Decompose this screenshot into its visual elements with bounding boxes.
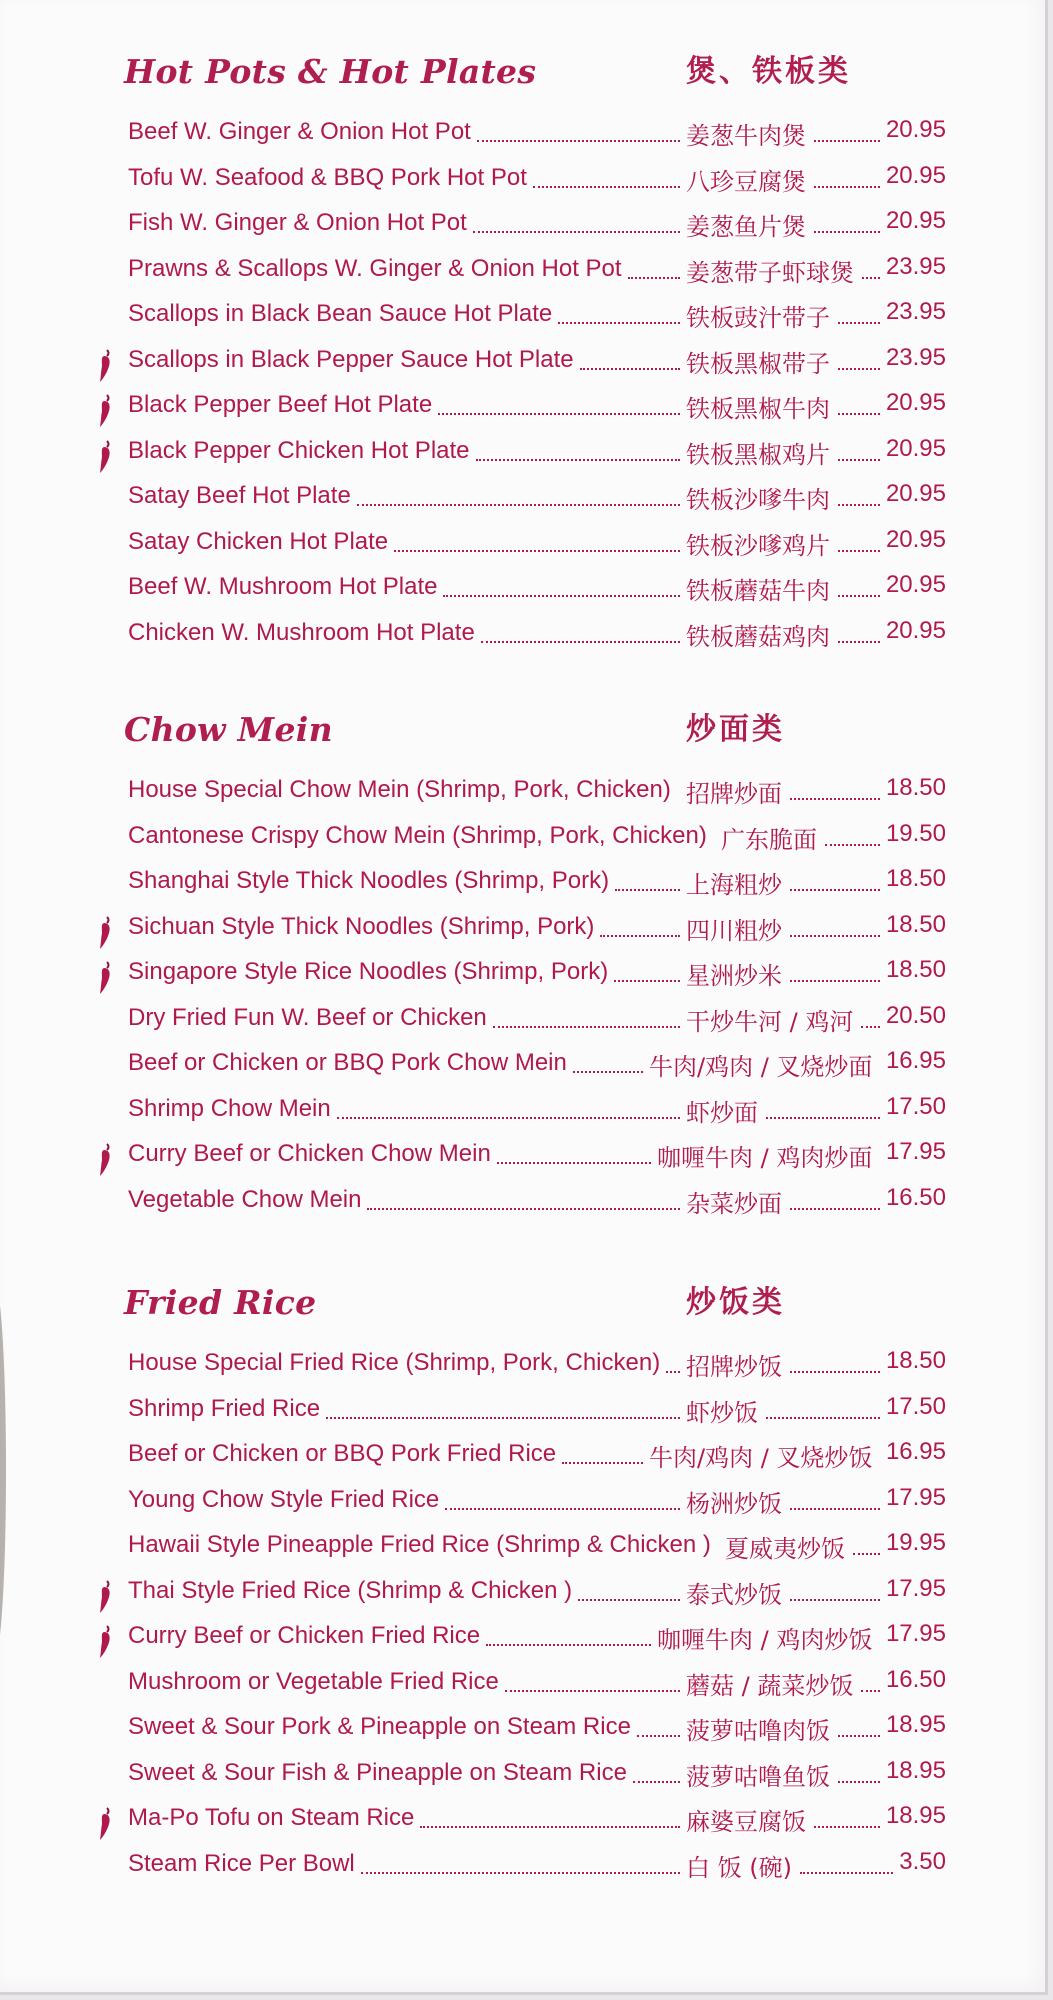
item-name-en: Shanghai Style Thick Noodles (Shrimp, Pork) bbox=[128, 867, 610, 894]
chili-pepper-icon bbox=[98, 1807, 114, 1841]
dot-leader bbox=[838, 413, 880, 415]
menu-item bbox=[0, 772, 1053, 817]
item-price: 20.95 bbox=[885, 434, 946, 462]
menu-item bbox=[0, 524, 1053, 569]
dot-leader bbox=[861, 1690, 880, 1692]
item-name-en: Satay Beef Hot Plate bbox=[128, 482, 351, 509]
item-name-en: Shrimp Chow Mein bbox=[128, 1094, 331, 1122]
chili-pepper-icon bbox=[98, 394, 114, 428]
item-name-en: Satay Chicken Hot Plate bbox=[128, 527, 389, 555]
section-title-en: Chow Mein bbox=[124, 710, 333, 749]
dot-leader bbox=[814, 1826, 880, 1828]
dot-leader bbox=[562, 1462, 643, 1464]
menu-item bbox=[0, 114, 1053, 159]
dot-leader bbox=[443, 595, 680, 597]
item-price: 20.95 bbox=[885, 525, 946, 553]
item-name-en: Hawaii Style Pineapple Fried Rice (Shrimp & Chicken ) bbox=[128, 1531, 711, 1558]
item-name-zh: 菠萝咕噜鱼饭 bbox=[686, 1762, 830, 1791]
item-name-zh: 虾炒面 bbox=[686, 1098, 758, 1127]
item-price: 20.95 bbox=[885, 161, 946, 189]
dot-leader bbox=[838, 595, 880, 597]
item-name-en: Fish W. Ginger & Onion Hot Pot bbox=[128, 209, 467, 236]
dot-leader bbox=[578, 1599, 680, 1601]
item-name-en: Sweet & Sour Fish & Pineapple on Steam Rice bbox=[128, 1758, 627, 1786]
item-price: 20.95 bbox=[885, 116, 946, 143]
dot-leader bbox=[790, 1371, 880, 1373]
item-name-en: House Special Chow Mein (Shrimp, Pork, Chicken) bbox=[128, 776, 671, 803]
item-name-en: Steam Rice Per Bowl bbox=[128, 1849, 355, 1877]
item-name-en: Mushroom or Vegetable Fried Rice bbox=[128, 1667, 499, 1695]
menu-item bbox=[0, 569, 1053, 614]
menu-item bbox=[0, 387, 1053, 432]
dot-leader bbox=[838, 1781, 880, 1783]
dot-leader bbox=[486, 1644, 651, 1646]
dot-leader bbox=[505, 1690, 680, 1692]
item-name-en: House Special Fried Rice (Shrimp, Pork, Chicken) bbox=[128, 1349, 661, 1376]
item-price: 16.50 bbox=[885, 1183, 946, 1211]
dot-leader bbox=[838, 459, 880, 461]
section-title-zh: 煲、铁板类 bbox=[686, 54, 851, 89]
dot-leader bbox=[766, 1417, 880, 1419]
menu-item bbox=[0, 160, 1053, 205]
menu-item bbox=[0, 1482, 1053, 1527]
item-price: 17.95 bbox=[885, 1620, 946, 1647]
menu-item bbox=[0, 1000, 1053, 1045]
item-name-zh: 广东脆面 bbox=[721, 825, 817, 854]
menu-item bbox=[0, 296, 1053, 341]
dot-leader bbox=[573, 1071, 643, 1073]
item-price: 18.95 bbox=[885, 1756, 946, 1784]
dot-leader bbox=[476, 459, 680, 461]
dot-leader bbox=[790, 798, 880, 800]
dot-leader bbox=[420, 1826, 680, 1828]
item-name-zh: 铁板黑椒鸡片 bbox=[686, 440, 830, 469]
item-name-zh: 铁板黑椒牛肉 bbox=[686, 395, 830, 423]
item-name-zh: 铁板蘑菇鸡肉 bbox=[686, 622, 830, 651]
item-name-zh: 泰式炒饭 bbox=[686, 1580, 782, 1609]
dot-leader bbox=[628, 277, 680, 279]
dot-leader bbox=[637, 1735, 680, 1737]
dot-leader bbox=[438, 413, 680, 415]
dot-leader bbox=[862, 277, 880, 279]
item-price: 20.95 bbox=[885, 389, 946, 416]
dot-leader bbox=[361, 1872, 680, 1874]
dot-leader bbox=[533, 186, 680, 188]
chili-pepper-icon bbox=[98, 1143, 114, 1177]
section-title-en: Hot Pots & Hot Plates bbox=[124, 52, 537, 91]
item-price: 23.95 bbox=[885, 343, 946, 371]
item-price: 17.95 bbox=[885, 1138, 946, 1165]
dot-leader bbox=[558, 322, 680, 324]
dot-leader bbox=[666, 1371, 680, 1373]
item-name-en: Tofu W. Seafood & BBQ Pork Hot Pot bbox=[128, 163, 527, 191]
item-name-zh: 牛肉/鸡肉 / 叉烧炒饭 bbox=[649, 1444, 873, 1472]
dot-leader bbox=[326, 1417, 680, 1419]
item-name-en: Cantonese Crispy Chow Mein (Shrimp, Pork, Chicken) bbox=[128, 821, 707, 849]
dot-leader bbox=[357, 504, 680, 506]
section-title-en: Fried Rice bbox=[124, 1283, 317, 1322]
dot-leader bbox=[838, 550, 880, 552]
dot-leader bbox=[814, 186, 880, 188]
chili-pepper-icon bbox=[98, 1580, 114, 1614]
item-name-en: Black Pepper Chicken Hot Plate bbox=[128, 436, 470, 464]
menu-item bbox=[0, 1391, 1053, 1436]
item-name-en: Beef or Chicken or BBQ Pork Chow Mein bbox=[128, 1049, 567, 1076]
dot-leader bbox=[838, 322, 880, 324]
dot-leader bbox=[861, 1026, 880, 1028]
menu-item bbox=[0, 478, 1053, 523]
dot-leader bbox=[497, 1162, 651, 1164]
dot-leader bbox=[337, 1117, 680, 1119]
item-price: 17.95 bbox=[885, 1483, 946, 1511]
item-name-zh: 八珍豆腐煲 bbox=[686, 167, 806, 196]
item-name-zh: 铁板黑椒带子 bbox=[686, 349, 830, 378]
menu-item bbox=[0, 954, 1053, 999]
menu-item bbox=[0, 1573, 1053, 1618]
item-name-en: Sichuan Style Thick Noodles (Shrimp, Pork) bbox=[128, 912, 595, 940]
item-price: 18.50 bbox=[885, 910, 946, 938]
dot-leader bbox=[633, 1781, 680, 1783]
item-name-en: Singapore Style Rice Noodles (Shrimp, Pork) bbox=[128, 958, 609, 985]
section-title-zh: 炒面类 bbox=[686, 712, 785, 747]
item-price: 17.50 bbox=[885, 1392, 946, 1420]
menu-item bbox=[0, 1136, 1053, 1181]
dot-leader bbox=[838, 368, 880, 370]
menu-item bbox=[0, 1527, 1053, 1572]
menu-item bbox=[0, 615, 1053, 660]
item-price: 18.95 bbox=[885, 1711, 946, 1738]
dot-leader bbox=[481, 641, 680, 643]
menu-item bbox=[0, 205, 1053, 250]
item-price: 18.95 bbox=[885, 1802, 946, 1829]
dot-leader bbox=[367, 1208, 680, 1210]
item-name-en: Ma-Po Tofu on Steam Rice bbox=[128, 1804, 415, 1831]
menu-item bbox=[0, 251, 1053, 296]
item-price: 18.50 bbox=[885, 1347, 946, 1374]
item-name-zh: 牛肉/鸡肉 / 叉烧炒面 bbox=[649, 1053, 873, 1081]
item-name-en: Vegetable Chow Mein bbox=[128, 1185, 362, 1213]
menu-item bbox=[0, 1045, 1053, 1090]
item-price: 17.95 bbox=[885, 1574, 946, 1602]
item-name-en: Scallops in Black Pepper Sauce Hot Plate bbox=[128, 345, 574, 373]
dot-leader bbox=[790, 935, 880, 937]
item-price: 20.95 bbox=[885, 207, 946, 234]
menu-item bbox=[0, 1846, 1053, 1891]
dot-leader bbox=[790, 1208, 880, 1210]
item-price: 23.95 bbox=[885, 252, 946, 280]
menu-item bbox=[0, 342, 1053, 387]
item-name-zh: 招牌炒饭 bbox=[686, 1353, 782, 1381]
dot-leader bbox=[814, 231, 880, 233]
item-name-en: Sweet & Sour Pork & Pineapple on Steam Rice bbox=[128, 1713, 631, 1740]
item-name-zh: 蘑菇 / 蔬菜炒饭 bbox=[686, 1671, 854, 1700]
dot-leader bbox=[790, 1508, 880, 1510]
item-name-zh: 杨洲炒饭 bbox=[686, 1489, 782, 1518]
item-name-zh: 铁板沙嗲牛肉 bbox=[686, 486, 830, 514]
dot-leader bbox=[790, 889, 880, 891]
item-price: 19.50 bbox=[885, 819, 946, 847]
dot-leader bbox=[853, 1553, 880, 1555]
dot-leader bbox=[766, 1117, 880, 1119]
dot-leader bbox=[614, 980, 680, 982]
item-name-en: Black Pepper Beef Hot Plate bbox=[128, 391, 433, 418]
item-price: 17.50 bbox=[885, 1092, 946, 1120]
menu-item bbox=[0, 1618, 1053, 1663]
dot-leader bbox=[477, 140, 680, 142]
menu-item bbox=[0, 1709, 1053, 1754]
item-price: 3.50 bbox=[899, 1847, 946, 1875]
item-price: 20.95 bbox=[885, 616, 946, 644]
dot-leader bbox=[580, 368, 680, 370]
item-name-zh: 铁板蘑菇牛肉 bbox=[686, 577, 830, 605]
item-name-zh: 夏威夷炒饭 bbox=[725, 1535, 845, 1563]
dot-leader bbox=[814, 140, 880, 142]
item-price: 18.50 bbox=[885, 865, 946, 892]
item-name-zh: 铁板豉汁带子 bbox=[686, 304, 830, 332]
item-name-en: Young Chow Style Fried Rice bbox=[128, 1485, 440, 1513]
item-name-zh: 白 饭 (碗) bbox=[686, 1853, 792, 1882]
dot-leader bbox=[600, 935, 680, 937]
item-price: 20.95 bbox=[885, 571, 946, 598]
item-name-zh: 姜葱牛肉煲 bbox=[686, 122, 806, 150]
item-price: 20.95 bbox=[885, 480, 946, 507]
item-name-zh: 四川粗炒 bbox=[686, 916, 782, 945]
dot-leader bbox=[838, 641, 880, 643]
item-name-zh: 上海粗炒 bbox=[686, 871, 782, 899]
chili-pepper-icon bbox=[98, 440, 114, 474]
item-name-zh: 招牌炒面 bbox=[686, 780, 782, 808]
dot-leader bbox=[394, 550, 680, 552]
dot-leader bbox=[825, 844, 880, 846]
menu-item bbox=[0, 1664, 1053, 1709]
item-name-zh: 星洲炒米 bbox=[686, 962, 782, 990]
chili-pepper-icon bbox=[98, 916, 114, 950]
item-price: 18.50 bbox=[885, 774, 946, 801]
item-name-en: Scallops in Black Bean Sauce Hot Plate bbox=[128, 300, 553, 327]
menu-item bbox=[0, 433, 1053, 478]
item-name-en: Prawns & Scallops W. Ginger & Onion Hot Pot bbox=[128, 254, 622, 282]
chili-pepper-icon bbox=[98, 1625, 114, 1659]
dot-leader bbox=[473, 231, 680, 233]
item-name-zh: 咖喱牛肉 / 鸡肉炒面 bbox=[657, 1144, 873, 1172]
item-name-en: Thai Style Fried Rice (Shrimp & Chicken ) bbox=[128, 1576, 573, 1604]
dot-leader bbox=[615, 889, 680, 891]
item-price: 16.50 bbox=[885, 1665, 946, 1693]
item-name-en: Chicken W. Mushroom Hot Plate bbox=[128, 618, 475, 646]
dot-leader bbox=[800, 1872, 893, 1874]
item-price: 16.95 bbox=[885, 1047, 946, 1074]
item-name-en: Curry Beef or Chicken Chow Mein bbox=[128, 1140, 491, 1167]
chili-pepper-icon bbox=[98, 961, 114, 995]
item-name-zh: 咖喱牛肉 / 鸡肉炒饭 bbox=[657, 1626, 873, 1654]
dot-leader bbox=[790, 1599, 880, 1601]
item-name-zh: 姜葱带子虾球煲 bbox=[686, 258, 854, 287]
item-name-en: Beef W. Mushroom Hot Plate bbox=[128, 573, 438, 600]
menu-item bbox=[0, 818, 1053, 863]
dot-leader bbox=[493, 1026, 680, 1028]
item-name-en: Beef W. Ginger & Onion Hot Pot bbox=[128, 118, 471, 145]
item-name-zh: 麻婆豆腐饭 bbox=[686, 1808, 806, 1836]
dot-leader bbox=[838, 1735, 880, 1737]
item-price: 18.50 bbox=[885, 956, 946, 983]
item-name-en: Beef or Chicken or BBQ Pork Fried Rice bbox=[128, 1440, 557, 1467]
menu-item bbox=[0, 1755, 1053, 1800]
item-name-zh: 铁板沙嗲鸡片 bbox=[686, 531, 830, 560]
item-name-zh: 菠萝咕噜肉饭 bbox=[686, 1717, 830, 1745]
menu-item bbox=[0, 909, 1053, 954]
dot-leader bbox=[445, 1508, 680, 1510]
item-name-en: Shrimp Fried Rice bbox=[128, 1394, 321, 1422]
section-title-zh: 炒饭类 bbox=[686, 1285, 785, 1320]
menu-item bbox=[0, 1182, 1053, 1227]
menu-item bbox=[0, 1436, 1053, 1481]
menu-item bbox=[0, 1800, 1053, 1845]
item-price: 16.95 bbox=[885, 1438, 946, 1465]
item-name-zh: 虾炒饭 bbox=[686, 1398, 758, 1427]
chili-pepper-icon bbox=[98, 349, 114, 383]
item-name-zh: 干炒牛河 / 鸡河 bbox=[686, 1007, 854, 1036]
item-name-en: Dry Fried Fun W. Beef or Chicken bbox=[128, 1003, 487, 1031]
dot-leader bbox=[838, 504, 880, 506]
item-name-zh: 杂菜炒面 bbox=[686, 1189, 782, 1218]
menu-item bbox=[0, 863, 1053, 908]
menu-item bbox=[0, 1091, 1053, 1136]
dot-leader bbox=[790, 980, 880, 982]
item-name-en: Curry Beef or Chicken Fried Rice bbox=[128, 1622, 481, 1649]
item-price: 19.95 bbox=[885, 1529, 946, 1556]
item-name-zh: 姜葱鱼片煲 bbox=[686, 213, 806, 241]
item-price: 20.50 bbox=[885, 1001, 946, 1029]
item-price: 23.95 bbox=[885, 298, 946, 325]
menu-item bbox=[0, 1345, 1053, 1390]
